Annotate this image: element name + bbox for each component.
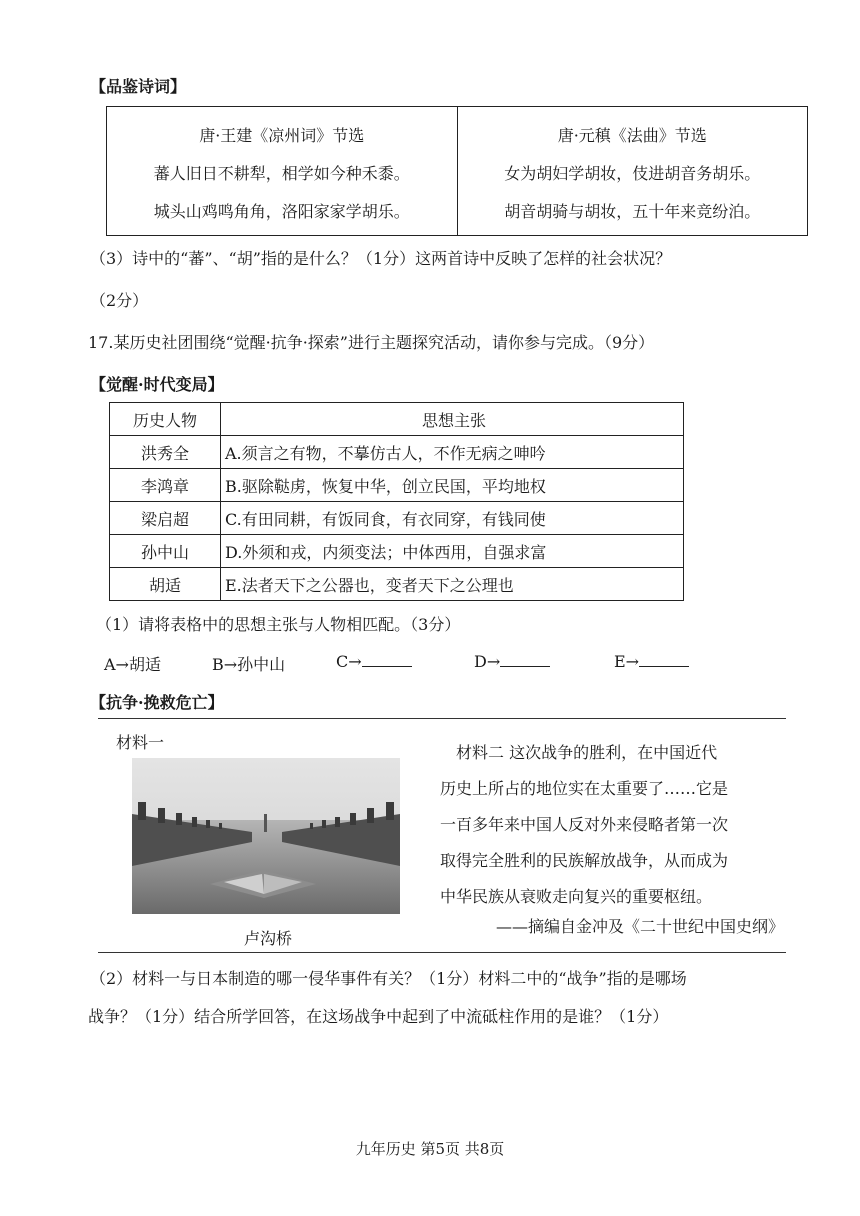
poem-left-line: 城头山鸡鸣角角，洛阳家家学胡乐。 xyxy=(153,202,410,221)
poem-section-header: 【品鉴诗词】 xyxy=(90,77,187,96)
q17-subquestion-2-cont: 战争？（1分）结合所学回答，在这场战争中起到了中流砥柱作用的是谁？（1分） xyxy=(88,1007,669,1026)
page-footer: 九年历史 第5页 共8页 xyxy=(355,1140,505,1158)
table-cell-idea: D.外须和戎，内须变法；中体西用，自强求富 xyxy=(221,535,684,568)
material2-line: 一百多年来中国人反对外来侵略者第一次 xyxy=(440,815,729,834)
table-row xyxy=(110,502,684,535)
divider-top xyxy=(98,718,786,719)
poem-left-line: 蕃人旧日不耕犁，相学如今种禾黍。 xyxy=(153,164,410,183)
material2-line: 取得完全胜利的民族解放战争，从而成为 xyxy=(440,851,729,870)
table-cell-idea: A.须言之有物，不摹仿古人，不作无病之呻吟 xyxy=(221,436,684,469)
table-cell-idea: C.有田同耕，有饭同食，有衣同穿，有钱同使 xyxy=(221,502,684,535)
poem-question-line: （3）诗中的“蕃”、“胡”指的是什么？（1分）这两首诗中反映了怎样的社会状况？ xyxy=(90,249,672,268)
answer-e-blank[interactable] xyxy=(639,652,689,667)
answer-b: B→孙中山 xyxy=(212,655,286,674)
q17-subquestion-1: （1）请将表格中的思想主张与人物相匹配。（3分） xyxy=(96,615,461,634)
table-row xyxy=(110,436,684,469)
poem-table xyxy=(106,106,808,236)
material2-line: 历史上所占的地位实在太重要了……它是 xyxy=(440,779,729,798)
table-cell-person: 李鸿章 xyxy=(110,469,221,502)
poem-question-line: （2分） xyxy=(90,291,149,310)
material2-line: 材料二 这次战争的胜利，在中国近代 xyxy=(456,743,718,762)
answer-c-label: C→ xyxy=(336,652,362,671)
answer-c-row xyxy=(336,652,412,671)
table-cell-person: 孙中山 xyxy=(110,535,221,568)
table-row xyxy=(110,469,684,502)
answer-c-blank[interactable] xyxy=(362,652,412,667)
answer-d-row xyxy=(474,652,550,671)
material2-line: 中华民族从衰败走向复兴的重要枢纽。 xyxy=(440,887,713,906)
table-cell-idea: B.驱除鞑虏，恢复中华，创立民国，平均地权 xyxy=(221,469,684,502)
table-cell-idea: E.法者天下之公器也，变者天下之公理也 xyxy=(221,568,684,601)
poem-right-line: 女为胡妇学胡妆，伎进胡音务胡乐。 xyxy=(504,164,761,183)
answer-a: A→胡适 xyxy=(104,655,161,674)
q17-subquestion-2: （2）材料一与日本制造的哪一侵华事件有关？（1分）材料二中的“战争”指的是哪场 xyxy=(90,969,687,988)
table-cell-person: 胡适 xyxy=(110,568,221,601)
table-row xyxy=(110,535,684,568)
table-header-row xyxy=(110,403,684,436)
bridge-illustration xyxy=(132,758,400,914)
material1-label: 材料一 xyxy=(116,733,165,752)
table-cell-person: 梁启超 xyxy=(110,502,221,535)
table-header-idea: 思想主张 xyxy=(221,403,684,436)
table-header-person: 历史人物 xyxy=(110,403,221,436)
q17-intro: 17.某历史社团围绕“觉醒·抗争·探索”进行主题探究活动，请你参与完成。（9分） xyxy=(88,333,655,352)
answer-d-blank[interactable] xyxy=(500,652,550,667)
photo-caption: 卢沟桥 xyxy=(244,929,293,948)
answer-d-label: D→ xyxy=(474,652,501,671)
poem-left-cell xyxy=(107,107,457,235)
table-cell-person: 洪秀全 xyxy=(110,436,221,469)
lugou-bridge-photo xyxy=(132,758,400,914)
material2-source: ——摘编自金冲及《二十世纪中国史纲》 xyxy=(496,917,785,936)
answer-e-row xyxy=(614,652,689,671)
answer-e-label: E→ xyxy=(614,652,640,671)
table-row xyxy=(110,568,684,601)
poem-right-title: 唐·元稹《法曲》节选 xyxy=(557,126,707,145)
divider-bottom xyxy=(98,952,786,953)
thinkers-table xyxy=(109,402,684,601)
poem-left-title: 唐·王建《凉州词》节选 xyxy=(199,126,365,145)
poem-right-cell xyxy=(457,107,808,235)
awakening-header: 【觉醒·时代变局】 xyxy=(90,375,224,394)
struggle-header: 【抗争·挽救危亡】 xyxy=(90,693,224,712)
poem-right-line: 胡音胡骑与胡妆，五十年来竞纷泊。 xyxy=(504,202,761,221)
